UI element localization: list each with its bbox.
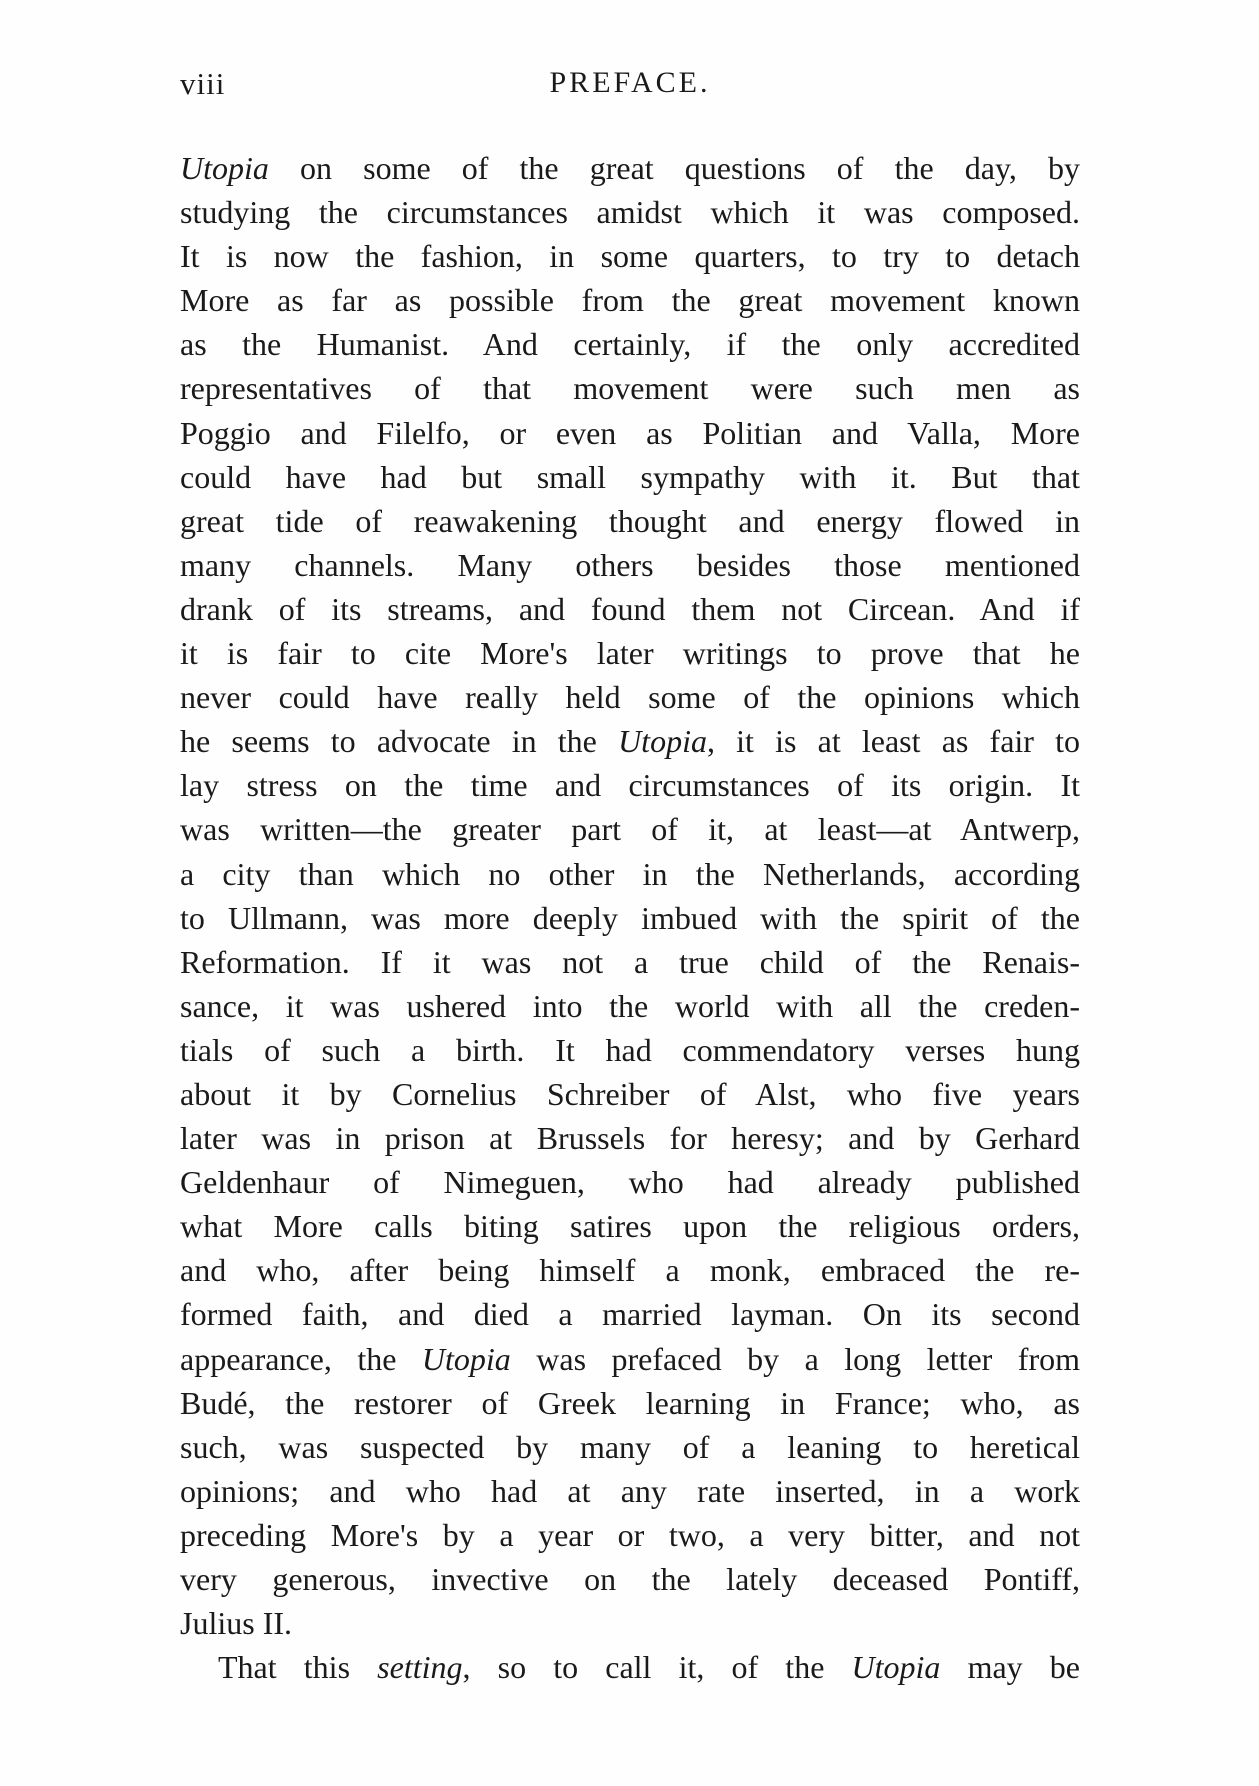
italic-title: Utopia — [851, 1649, 941, 1686]
text-run: lay stress on the time and circumstances of its origin. It — [180, 767, 1080, 804]
text-line — [180, 763, 1080, 807]
text-line — [180, 1337, 1080, 1381]
text-line — [180, 587, 1080, 631]
text-line — [180, 852, 1080, 896]
text-run: , it is at least as fair to — [706, 723, 1080, 760]
text-run: It is now the fashion, in some quarters, to try to detach — [180, 238, 1080, 275]
text-run: Poggio and Filelfo, or even as Politian and Valla, More — [180, 414, 1080, 451]
text-line — [180, 1028, 1080, 1072]
text-run: Julius II. — [180, 1605, 292, 1642]
text-run: , so to call it, of the — [462, 1649, 852, 1686]
text-line — [180, 1072, 1080, 1116]
text-line — [180, 1469, 1080, 1513]
text-line — [180, 984, 1080, 1028]
text-line — [180, 322, 1080, 366]
text-run: it is fair to cite More's later writings to prove that he — [180, 635, 1080, 672]
body-text — [180, 146, 1080, 1689]
text-line — [180, 896, 1080, 940]
text-line — [180, 411, 1080, 455]
text-line — [180, 1248, 1080, 1292]
text-run: sance, it was ushered into the world with all the creden- — [180, 987, 1080, 1024]
text-line — [180, 543, 1080, 587]
italic-title: setting — [377, 1649, 463, 1686]
text-run: tials of such a birth. It had commendatory verses hung — [180, 1031, 1080, 1068]
text-line — [180, 234, 1080, 278]
text-run: to Ullmann, was more deeply imbued with the spirit of the — [180, 899, 1080, 936]
text-line — [180, 146, 1080, 190]
text-run: could have had but small sympathy with it. But that — [180, 458, 1080, 495]
text-run: such, was suspected by many of a leaning to heretical — [180, 1428, 1080, 1465]
text-run: very generous, invective on the lately deceased Pontiff, — [180, 1561, 1080, 1597]
text-run: was prefaced by a long letter from — [510, 1340, 1080, 1377]
text-run: great tide of reawakening thought and energy flowed in — [180, 502, 1080, 539]
text-run: studying the circumstances amidst which it was composed. — [180, 194, 1080, 231]
italic-title: Utopia — [180, 150, 269, 186]
text-run: he seems to advocate in the — [180, 723, 619, 760]
text-run: later was in prison at Brussels for heresy; and by Gerhard — [180, 1120, 1080, 1157]
text-run: preceding More's by a year or two, a very bitter, and not — [180, 1516, 1080, 1553]
text-run: More as far as possible from the great movement known — [180, 282, 1080, 319]
text-run: Reformation. If it was not a true child of the Renais- — [180, 943, 1080, 980]
text-line — [180, 1513, 1080, 1557]
text-run: Geldenhaur of Nimeguen, who had already published — [180, 1164, 1080, 1201]
text-line — [180, 719, 1080, 763]
text-run: about it by Cornelius Schreiber of Alst, who five years — [180, 1075, 1080, 1112]
text-line — [180, 278, 1080, 322]
page-number: viii — [180, 66, 226, 101]
text-line — [180, 675, 1080, 719]
text-run: what More calls biting satires upon the religious orders, — [180, 1208, 1080, 1245]
text-run: representatives of that movement were such men as — [180, 370, 1080, 407]
text-line — [180, 1292, 1080, 1336]
text-run: was written—the greater part of it, at least—at Antwerp, — [180, 811, 1080, 848]
text-run: Budé, the restorer of Greek learning in France; who, as — [180, 1384, 1080, 1421]
text-line — [180, 366, 1080, 410]
text-run: That this — [218, 1649, 378, 1686]
text-run: many channels. Many others besides those mentioned — [180, 546, 1080, 583]
text-line — [180, 1381, 1080, 1425]
italic-title: Utopia — [421, 1340, 511, 1377]
text-line — [180, 1425, 1080, 1469]
text-line — [180, 1160, 1080, 1204]
text-line — [180, 190, 1080, 234]
text-run: on some of the great questions of the day, by — [268, 150, 1080, 186]
text-run: drank of its streams, and found them not Circean. And if — [180, 590, 1080, 627]
text-run: never could have really held some of the opinions which — [180, 679, 1080, 716]
text-line — [180, 940, 1080, 984]
text-line — [180, 1645, 1080, 1689]
text-line — [180, 1204, 1080, 1248]
text-run: opinions; and who had at any rate inserted, in a work — [180, 1472, 1080, 1509]
running-head — [180, 66, 1080, 106]
text-line — [180, 1557, 1080, 1601]
text-line — [180, 631, 1080, 675]
text-run: as the Humanist. And certainly, if the only accredited — [180, 326, 1080, 363]
text-run: formed faith, and died a married layman. On its second — [180, 1296, 1080, 1333]
text-run: and who, after being himself a monk, embraced the re- — [180, 1252, 1080, 1289]
running-title: PREFACE. — [549, 66, 711, 99]
text-line — [180, 455, 1080, 499]
text-line — [180, 1601, 1080, 1645]
text-line — [180, 1116, 1080, 1160]
text-run: appearance, the — [180, 1340, 422, 1377]
text-run: a city than which no other in the Netherlands, according — [180, 855, 1080, 892]
italic-title: Utopia — [618, 723, 707, 760]
text-line — [180, 807, 1080, 851]
text-line — [180, 499, 1080, 543]
text-run: may be — [940, 1649, 1080, 1686]
